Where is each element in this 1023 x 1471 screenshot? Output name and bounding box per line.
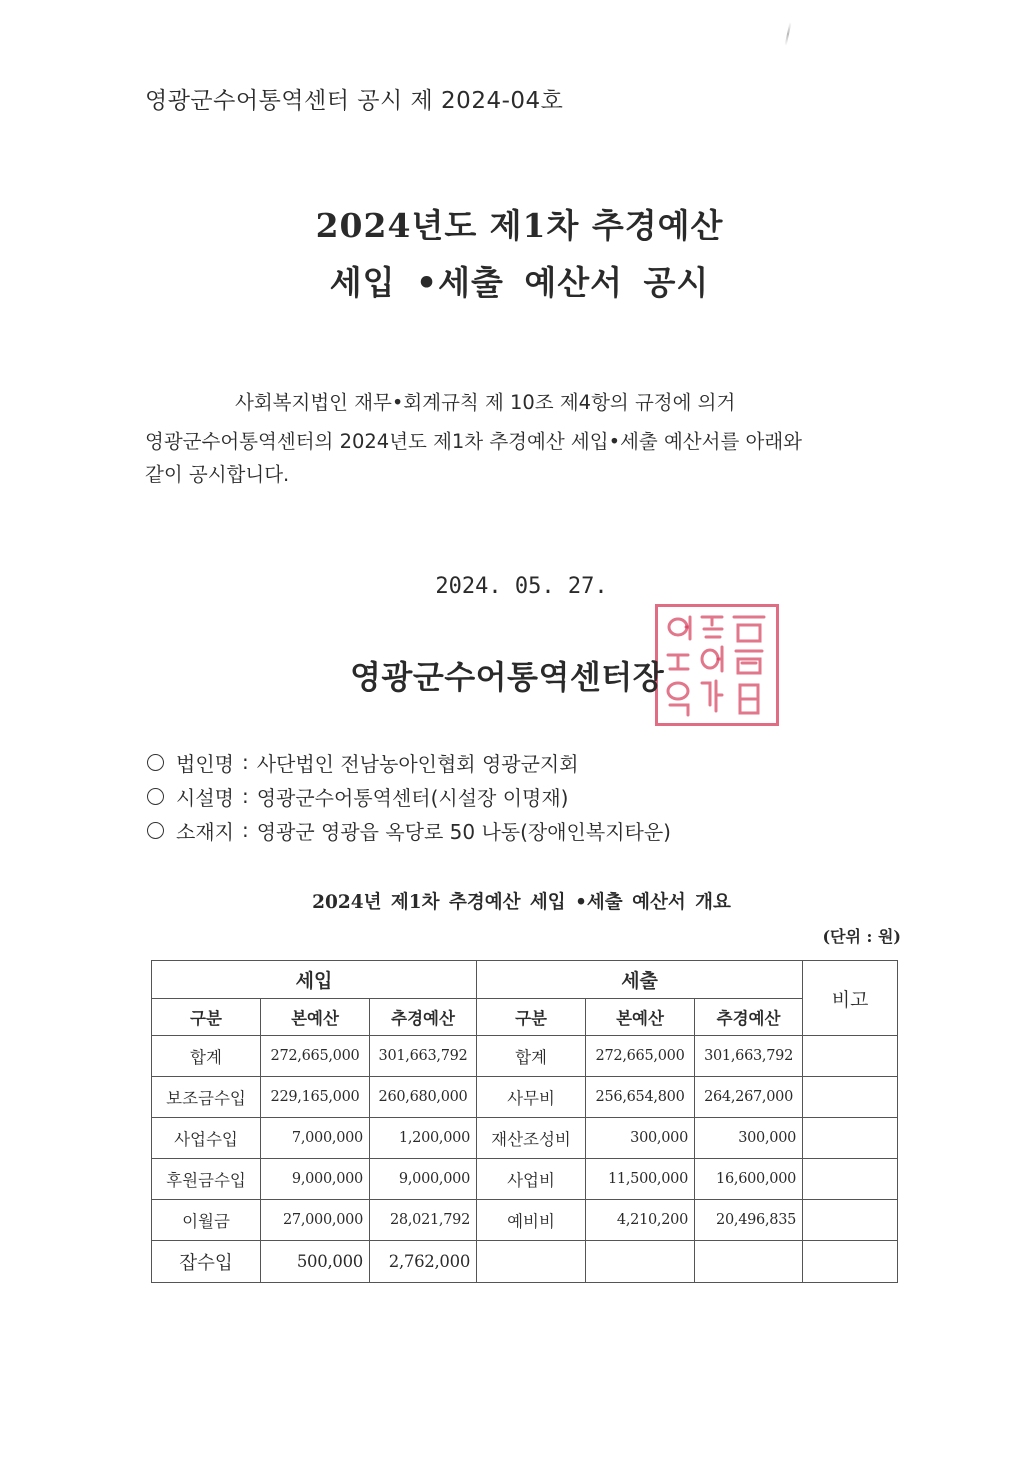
header-revenue-category: 구분 [152, 999, 261, 1036]
revenue-category: 후원금수입 [152, 1159, 261, 1200]
signer-name: 영광군수어통역센터장 [350, 658, 665, 696]
info-colon: : [241, 818, 249, 842]
revenue-supplementary: 2,762,000 [370, 1241, 477, 1283]
document-title-line-1: 2024년도 제1차 추경예산 [315, 206, 724, 245]
header-revenue-original: 본예산 [261, 999, 370, 1036]
info-value: 영광군 영광읍 옥당로 50 나동(장애인복지타운) [256, 819, 671, 844]
info-label: 시설명 [176, 785, 234, 810]
revenue-original: 229,165,000 [261, 1077, 370, 1118]
body-paragraph-line-1: 사회복지법인 재무•회계규칙 제 10조 제4항의 규정에 의거 [235, 391, 736, 414]
expenditure-supplementary: 20,496,835 [695, 1200, 803, 1241]
table-row-total [152, 1036, 898, 1077]
expenditure-original: 300,000 [586, 1118, 695, 1159]
revenue-original: 27,000,000 [261, 1200, 370, 1241]
header-remarks: 비고 [803, 961, 898, 1036]
info-item-address [145, 813, 671, 847]
revenue-original: 7,000,000 [261, 1118, 370, 1159]
info-value: 영광군수어통역센터(시설장 이명재) [256, 785, 569, 810]
organization-info-list [145, 745, 671, 847]
revenue-supplementary: 260,680,000 [370, 1077, 477, 1118]
header-revenue-supplementary: 추경예산 [370, 999, 477, 1036]
expenditure-category: 사업비 [477, 1159, 586, 1200]
table-row [152, 1118, 898, 1159]
revenue-category: 잡수입 [152, 1241, 261, 1283]
expenditure-supplementary: 264,267,000 [695, 1077, 803, 1118]
body-paragraph-line-2: 영광군수어통역센터의 2024년도 제1차 추경예산 세입•세출 예산서를 아래와 [145, 430, 802, 453]
expenditure-supplementary [695, 1241, 803, 1283]
circle-bullet-icon [147, 822, 164, 839]
expenditure-original: 11,500,000 [586, 1159, 695, 1200]
expenditure-category: 사무비 [477, 1077, 586, 1118]
remark-cell [803, 1077, 898, 1118]
expenditure-category: 예비비 [477, 1200, 586, 1241]
revenue-category: 합계 [152, 1036, 261, 1077]
body-paragraph-line-3: 같이 공시합니다. [145, 463, 290, 486]
expenditure-supplementary: 16,600,000 [695, 1159, 803, 1200]
official-seal-stamp [655, 604, 779, 726]
remark-cell [803, 1241, 898, 1283]
budget-table [151, 960, 898, 1283]
revenue-original: 272,665,000 [261, 1036, 370, 1077]
expenditure-supplementary: 300,000 [695, 1118, 803, 1159]
info-label: 소재지 [176, 819, 234, 844]
revenue-supplementary: 1,200,000 [370, 1118, 477, 1159]
table-row [152, 1200, 898, 1241]
revenue-original: 9,000,000 [261, 1159, 370, 1200]
info-item-facility [145, 779, 671, 813]
notice-date: 2024. 05. 27. [435, 574, 608, 599]
document-title-line-2: 세입 •세출 예산서 공시 [329, 263, 710, 302]
info-item-corporation [145, 745, 671, 779]
revenue-supplementary: 9,000,000 [370, 1159, 477, 1200]
revenue-category: 이월금 [152, 1200, 261, 1241]
expenditure-category: 합계 [477, 1036, 586, 1077]
expenditure-original: 256,654,800 [586, 1077, 695, 1118]
expenditure-original [586, 1241, 695, 1283]
info-colon: : [241, 784, 249, 808]
header-expenditure-original: 본예산 [586, 999, 695, 1036]
table-title: 2024년 제1차 추경예산 세입 •세출 예산서 개요 [312, 892, 731, 913]
expenditure-category [477, 1241, 586, 1283]
unit-label: (단위 : 원) [822, 927, 901, 946]
header-expenditure-category: 구분 [477, 999, 586, 1036]
revenue-supplementary: 301,663,792 [370, 1036, 477, 1077]
notice-number: 영광군수어통역센터 공시 제 2024-04호 [145, 88, 564, 114]
expenditure-supplementary: 301,663,792 [695, 1036, 803, 1077]
header-revenue: 세입 [152, 961, 477, 999]
circle-bullet-icon [147, 788, 164, 805]
expenditure-original: 272,665,000 [586, 1036, 695, 1077]
header-expenditure: 세출 [477, 961, 803, 999]
table-row [152, 1241, 898, 1283]
info-value: 사단법인 전남농아인협회 영광군지회 [256, 751, 579, 776]
table-row [152, 1077, 898, 1118]
remark-cell [803, 1200, 898, 1241]
circle-bullet-icon [147, 754, 164, 771]
scan-artifact [785, 22, 792, 46]
info-colon: : [241, 750, 249, 774]
expenditure-category: 재산조성비 [477, 1118, 586, 1159]
remark-cell [803, 1159, 898, 1200]
remark-cell [803, 1036, 898, 1077]
table-row [152, 1159, 898, 1200]
revenue-original: 500,000 [261, 1241, 370, 1283]
info-label: 법인명 [176, 751, 234, 776]
revenue-supplementary: 28,021,792 [370, 1200, 477, 1241]
remark-cell [803, 1118, 898, 1159]
revenue-category: 보조금수입 [152, 1077, 261, 1118]
expenditure-original: 4,210,200 [586, 1200, 695, 1241]
seal-icon [658, 607, 776, 723]
header-expenditure-supplementary: 추경예산 [695, 999, 803, 1036]
revenue-category: 사업수입 [152, 1118, 261, 1159]
